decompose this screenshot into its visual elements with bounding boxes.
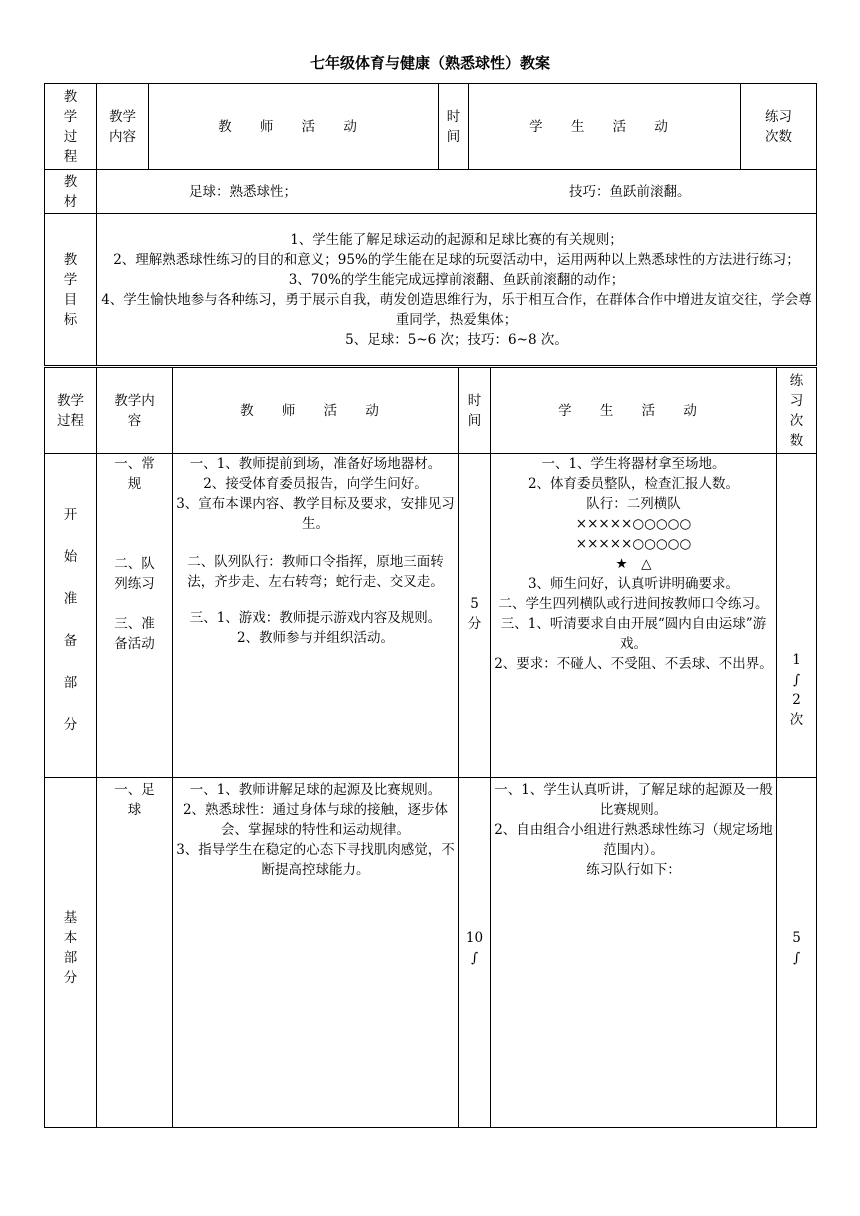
process-header-row: [45, 368, 817, 454]
goals-label: 教 学 目 标: [45, 214, 97, 366]
basic-section-row: [45, 778, 817, 1128]
material-football: 足球：熟悉球性；: [189, 183, 297, 200]
process-header-process: 教学 过程: [45, 368, 97, 454]
goal-line: 1、学生能了解足球运动的起源和足球比赛的有关规则；: [290, 231, 623, 248]
header-content: 教学 内容: [97, 84, 149, 170]
start-section-teacher: 一、1、教师提前到场，准备好场地器材。 2、接受体育委员报告，向学生问好。 3、宣布本课内容、教学目标及要求，安排见习生。 二、队列队行：教师口令指挥，原地三面转法，齐步走、左右转弯；蛇行走、交叉走。 三、1、游戏：教师提示游戏内容及规则。 2、教师参与并组织活动。: [173, 454, 459, 778]
lesson-overview-table: [44, 83, 817, 366]
goals-row: [45, 214, 817, 366]
basic-section-label: 基 本 部 分: [45, 778, 97, 1128]
goal-line: 2、理解熟悉球性练习的目的和意义；95%的学生能在足球的玩耍活动中，运用两种以上熟悉球性的方法进行练习；: [113, 251, 800, 268]
process-header-count: 练 习 次 数: [777, 368, 817, 454]
process-header-time: 时 间: [459, 368, 491, 454]
formation-markers: ★ △: [615, 556, 652, 572]
header-process: 教 学 过 程: [45, 84, 97, 170]
basic-section-time: 10 ∫: [459, 778, 491, 1128]
basic-section-count: 5 ∫: [777, 778, 817, 1128]
process-header-content: 教学内 容: [97, 368, 173, 454]
start-section-student: 一、1、学生将器材拿至场地。 2、体育委员整队，检查汇报人数。 队行：二列横队 ×××××○○○○○ ×××××○○○○○ ★ △ 3、师生问好，认真听讲明确要求。 二、学生四列横队或行进间按教师口令练习。 三、1、听清要求自由开展“圆内自由运球”游戏。 2、要求：不碰人、不受阻、不丢球、不出界。: [491, 454, 777, 778]
header-time: 时 间: [439, 84, 469, 170]
formation-row: ×××××○○○○○: [575, 516, 692, 532]
goals-content: [97, 214, 817, 366]
header-student: 学 生 活 动: [469, 84, 741, 170]
material-label: 教 材: [45, 170, 97, 214]
basic-section-teacher: 一、1、教师讲解足球的起源及比赛规则。 2、熟悉球性：通过身体与球的接触，逐步体会、掌握球的特性和运动规律。 3、指导学生在稳定的心态下寻找肌肉感觉，不断提高控球能力。: [173, 778, 459, 1128]
basic-section-student: 一、1、学生认真听讲，了解足球的起源及一般比赛规则。 2、自由组合小组进行熟悉球性练习（规定场地范围内）。 练习队行如下：: [491, 778, 777, 1128]
page-title: 七年级体育与健康（熟悉球性）教案: [309, 54, 550, 72]
header-count: 练习 次数: [741, 84, 817, 170]
start-section-time: 5 分: [459, 454, 491, 778]
goal-line: 5、足球：5~6 次；技巧：6~8 次。: [345, 331, 568, 348]
start-section-content: 一、常 规 二、队 列练习 三、准 备活动: [97, 454, 173, 778]
process-header-student: 学 生 活 动: [491, 368, 777, 454]
goal-line: 4、学生愉快地参与各种练习，勇于展示自我，萌发创造思维行为，乐于相互合作，在群体合作中增进友谊交往，学会尊重同学，热爱集体；: [101, 291, 812, 328]
lesson-process-table: [44, 367, 817, 1128]
material-skill: 技巧：鱼跃前滚翻。: [569, 183, 691, 200]
start-section-count: 1 ∫ 2 次: [777, 454, 817, 778]
goal-line: 3、70%的学生能完成远撑前滚翻、鱼跃前滚翻的动作；: [288, 271, 625, 288]
start-section-row: [45, 454, 817, 778]
formation-row: ×××××○○○○○: [575, 536, 692, 552]
basic-section-content: 一、足 球: [97, 778, 173, 1128]
header-teacher: 教 师 活 动: [149, 84, 439, 170]
process-header-teacher: 教 师 活 动: [173, 368, 459, 454]
material-content: [97, 170, 817, 214]
start-section-label: 开 始 准 备 部 分: [45, 454, 97, 778]
header-row: [45, 84, 817, 170]
material-row: [45, 170, 817, 214]
